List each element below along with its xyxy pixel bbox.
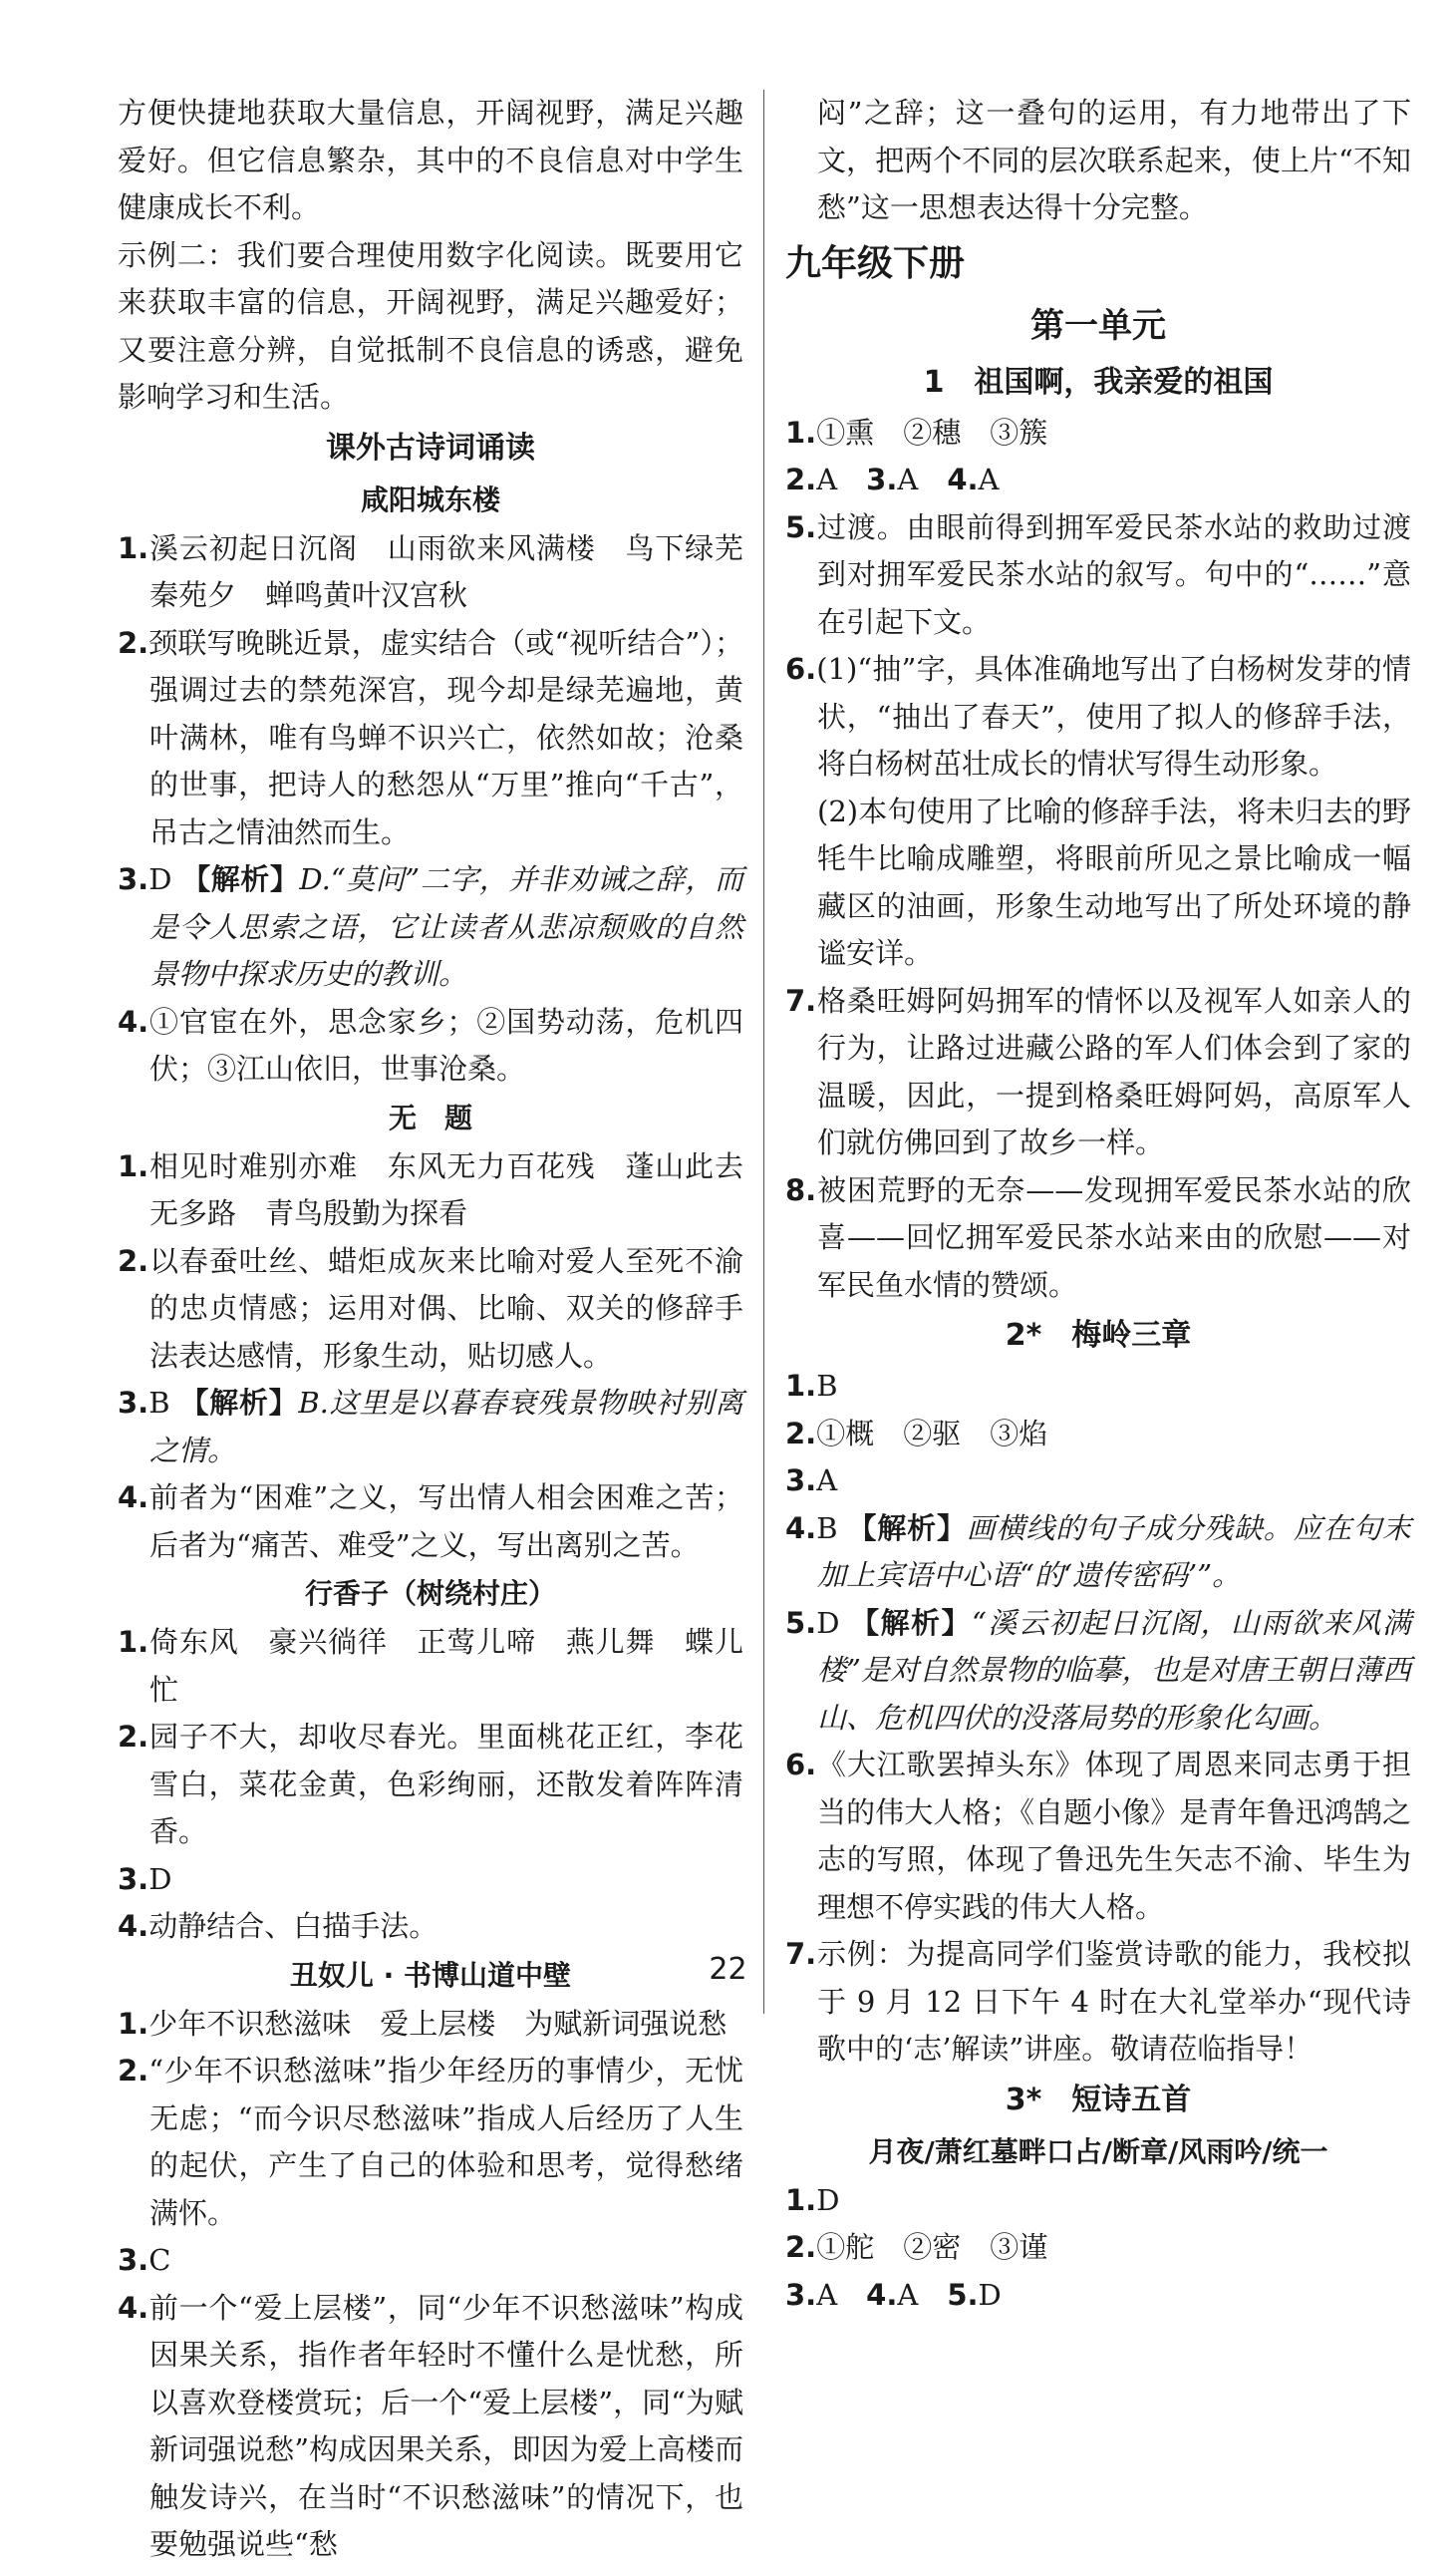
poem-title: 行香子（树绕村庄） [304,1577,556,1610]
answer-item [785,1167,1411,1310]
answer-number: 7. [785,983,817,1018]
poem-title: 无 题 [388,1101,472,1134]
analysis-label: 【解析】 [181,862,300,896]
answer-number: 2. [785,1416,817,1450]
poem-list [118,476,743,2569]
answer-number: 2. [785,2230,817,2264]
spacer [839,1606,850,1640]
answer-item [118,2285,743,2569]
left-column [118,90,743,2569]
answer-item [118,1619,743,1714]
answer-number: 2. [118,1720,149,1754]
lesson-subtitle: 月夜/萧红墓畔口占/断章/风雨吟/统一 [868,2134,1328,2168]
answer-number: 4. [947,463,979,496]
answer-text: 相见时难别亦难 东风无力百花残 蓬山此去无多路 青鸟殷勤为探看 [148,1148,743,1230]
spacer [838,1511,848,1545]
answer-item [118,1143,743,1238]
answer-item [118,525,743,620]
answer-number: 6. [785,652,817,686]
answer-item [785,504,1411,647]
answer-item [118,1238,743,1381]
intro-paragraph-1: 方便快捷地获取大量信息，开阔视野，满足兴趣爱好。但它信息繁杂，其中的不良信息对中学生健康成长不利。 [118,96,743,224]
answer-text: A [978,463,1000,496]
answer-item [118,1856,743,1904]
answer-number: 1. [118,1148,149,1183]
answer-number: 2. [118,2054,149,2087]
analysis-label: 【解析】 [179,1386,299,1420]
answer-text: B [816,1510,838,1545]
continuation-paragraph: 闷”之辞；这一叠句的运用，有力地带出了下文，把两个不同的层次联系起来，使上片“不知愁”这一思想表达得十分完整。 [817,96,1411,224]
answer-item [118,620,743,857]
lesson-title: 2* 梅岭三章 [1005,1318,1192,1353]
answer-text: ①舵 ②密 ③谨 [816,2230,1048,2264]
answer-text: A [897,463,948,496]
page-number: 22 [709,1952,747,1987]
answer-item [785,2272,1411,2320]
answer-number: 3. [785,2277,817,2312]
analysis-text: 画横线的句子成分残缺。应在句末加上宾语中心语“的‘遗传密码’”。 [817,1510,1411,1592]
answer-text: D [148,1861,172,1896]
answer-number: 5. [785,509,817,544]
answer-number: 4. [866,2277,898,2312]
lesson-list [785,356,1411,2320]
answer-text: A [816,2277,867,2312]
answer-text: D [816,1605,840,1640]
answer-number: 1. [785,2182,817,2217]
answer-number: 4. [785,1510,817,1545]
answer-text: 示例：为提高同学们鉴赏诗歌的能力，我校拟于 9 月 12 日下午 4 时在大礼堂举办“现代诗歌中的‘志’解读”讲座。敬请莅临指导！ [816,1937,1411,2066]
analysis-text: B.这里是以暮春衰残景物映衬别离之情。 [149,1386,743,1467]
answer-text: 溪云初起日沉阁 山雨欲来风满楼 鸟下绿芜秦苑夕 蝉鸣黄叶汉宫秋 [148,530,743,612]
analysis-text: “溪云初起日沉阁，山雨欲来风满楼”是对自然景物的临摹，也是对唐王朝日薄西山、危机四伏的没落局势的形象化勾画。 [817,1605,1412,1735]
answer-number: 1. [785,1369,817,1403]
answer-text: 过渡。由眼前得到拥军爱民茶水站的救助过渡到对拥军爱民茶水站的叙写。句中的“……”意在引起下文。 [816,509,1411,639]
answer-item [785,1457,1411,1505]
answer-number: 4. [118,1909,149,1943]
answer-item [785,1505,1411,1600]
answer-item [118,999,743,1094]
answer-text: 前者为“困难”之义，写出情人相会困难之苦；后者为“痛苦、难受”之义，写出离别之苦。 [148,1480,743,1562]
answer-text: 动静结合、白描手法。 [148,1909,438,1943]
answer-number: 3. [118,1386,149,1420]
answer-number: 1. [785,415,817,450]
answer-text: 被困荒野的无奈——发现拥军爱民茶水站的欣喜——回忆拥军爱民茶水站来由的欣慰——对军民鱼水情的赞颂。 [816,1172,1411,1302]
answer-subparagraph: (2)本句使用了比喻的修辞手法，将未归去的野牦牛比喻成雕塑，将眼前所见之景比喻成一幅藏区的油画，形象生动地写出了所处环境的静谧安详。 [817,794,1411,970]
answer-item [118,1903,743,1951]
answer-item [118,2001,743,2049]
answer-text: A [816,463,867,496]
analysis-label: 【解析】 [850,1605,972,1640]
answer-text: D [148,862,172,896]
answer-item [785,646,1411,789]
answer-number: 3. [118,1861,149,1896]
answer-number: 2. [118,1243,149,1278]
answer-item [118,1380,743,1474]
answer-item [118,1714,743,1856]
answer-text: B [148,1386,170,1420]
intro-paragraph-2: 示例二：我们要合理使用数字化阅读。既要用它来获取丰富的信息，开阔视野，满足兴趣爱好；又要注意分辨，自觉抵制不良信息的诱惑，避免影响学习和生活。 [118,237,743,414]
answer-number: 5. [785,1605,817,1640]
answer-number: 3. [866,463,898,496]
column-divider [763,90,764,2014]
answer-item [785,457,1411,504]
lesson-title: 1 祖国啊，我亲爱的祖国 [923,364,1274,400]
answer-item [785,1742,1411,1931]
book-title: 九年级下册 [785,242,966,284]
answer-text: 《大江歌罢掉头东》体现了周恩来同志勇于担当的伟大人格；《自题小像》是青年鲁迅鸿鹄之志的写照，体现了鲁迅先生矢志不渝、毕生为理想不停实践的伟大人格。 [816,1748,1411,1924]
answer-text: (1)“抽”字，具体准确地写出了白杨树发芽的情状，“抽出了春天”，使用了拟人的修辞手法，将白杨树茁壮成长的情状写得生动形象。 [816,652,1411,781]
answer-item [785,978,1411,1167]
answer-number: 6. [785,1748,817,1781]
answer-text: ①官宦在外，思念家乡；②国势动荡，危机四伏；③江山依旧，世事沧桑。 [148,1004,743,1086]
answer-text: “少年不识愁滋味”指少年经历的事情少，无忧无虑；“而今识尽愁滋味”指成人后经历了人生的起伏，产生了自己的体验和思考，觉得愁绪满怀。 [148,2054,743,2230]
answer-item [785,2177,1411,2225]
answer-text: 前一个“爱上层楼”，同“少年不识愁滋味”构成因果关系，指作者年轻时不懂什么是忧愁，所以喜欢登楼赏玩；后一个“爱上层楼”，同“为赋新词强说愁”构成因果关系，即因为爱上高楼而触发诗兴，在当时“不识愁滋味”的情况下，也要勉强说些“愁 [148,2290,743,2561]
poem-title: 咸阳城东楼 [360,482,500,516]
answer-item [785,410,1411,458]
answer-item [118,2237,743,2285]
answer-item [785,1411,1411,1458]
answer-number: 3. [785,1463,817,1497]
answer-number: 7. [785,1937,817,1971]
answer-text: 格桑旺姆阿妈拥军的情怀以及视军人如亲人的行为，让路过进藏公路的军人们体会到了家的温暖，因此，一提到格桑旺姆阿妈，高原军人们就仿佛回到了故乡一样。 [816,983,1411,1159]
answer-text: 园子不大，却收尽春光。里面桃花正红，李花雪白，菜花金黄，色彩绚丽，还散发着阵阵清香。 [148,1720,743,1848]
analysis-label: 【解析】 [847,1510,967,1545]
spacer [171,862,181,896]
lesson-title: 3* 短诗五首 [1005,2082,1192,2117]
answer-number: 1. [118,1625,149,1659]
answer-item [118,1474,743,1569]
answer-number: 2. [118,625,149,660]
answer-text: ①熏 ②穗 ③簇 [816,415,1048,450]
section-title: 课外古诗词诵读 [326,430,535,466]
answer-number: 3. [118,862,149,896]
answer-text: 颈联写晚眺近景，虚实结合（或“视听结合”）；强调过去的禁苑深宫，现今却是绿芜遍地，黄叶满林，唯有鸟蝉不识兴亡，依然如故；沧桑的世事，把诗人的愁怨从“万里”推向“千古”，吊古之情油然而生。 [148,625,743,849]
answer-number: 3. [118,2243,149,2277]
answer-text: 以春蚕吐丝、蜡炬成灰来比喻对爱人至死不渝的忠贞情感；运用对偶、比喻、双关的修辞手法表达感情，形象生动，贴切感人。 [148,1243,743,1373]
answer-number: 4. [118,2290,149,2325]
answer-text: D [978,2277,1002,2312]
unit-title: 第一单元 [1030,305,1166,346]
answer-number: 8. [785,1172,817,1207]
analysis-text: D.“莫问”二字，并非劝诫之辞，而是令人思索之语，它让读者从悲凉颓败的自然景物中探求历史的教训。 [149,862,743,991]
poem-title: 丑奴儿 · 书博山道中壁 [289,1958,572,1992]
answer-text: ①概 ②驱 ③焰 [816,1416,1048,1450]
spacer [170,1386,180,1420]
answer-text: D [816,2182,840,2217]
answer-item [785,2224,1411,2272]
answer-number: 5. [947,2277,979,2312]
answer-text: A [816,1463,838,1497]
answer-number: 1. [118,530,149,565]
answer-item [118,2048,743,2237]
answer-number: 2. [785,463,817,496]
answer-number: 4. [118,1004,149,1039]
answer-text: A [897,2277,948,2312]
answer-text: 倚东风 豪兴徜徉 正莺儿啼 燕儿舞 蝶儿忙 [148,1625,743,1707]
answer-text: C [148,2243,171,2277]
answer-number: 1. [118,2006,149,2041]
answer-item [785,1363,1411,1411]
answer-item [785,1600,1411,1743]
answer-text: B [816,1369,838,1403]
answer-text: 少年不识愁滋味 爱上层楼 为赋新词强说愁 [148,2006,728,2041]
answer-item [118,856,743,999]
answer-number: 4. [118,1480,149,1514]
